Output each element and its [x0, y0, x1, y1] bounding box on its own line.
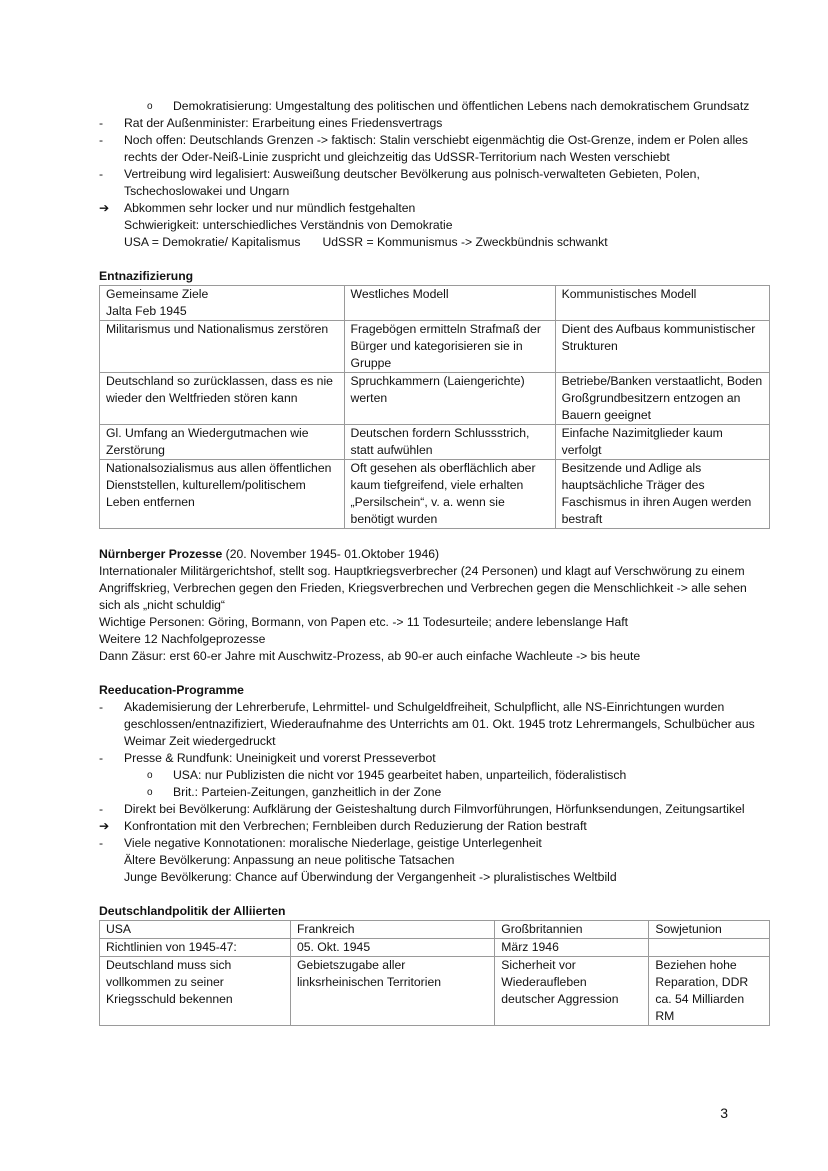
table-cell: USA [100, 921, 291, 939]
list-item: - Noch offen: Deutschlands Grenzen -> faktisch: Stalin verschiebt eigenmächtig die Ost-Grenze, indem er Polen alles rechts der Oder-Neiß-Linie zuspricht und gleichzeitig das UdSSR-Territorium nach Westen verschiebt [99, 133, 749, 164]
circle-bullet-icon: o [147, 770, 153, 781]
table-cell: Spruchkammern (Laiengerichte) werten [344, 373, 555, 425]
paragraph-line: Wichtige Personen: Göring, Bormann, von Papen etc. -> 11 Todesurteile; andere lebenslange Haft [99, 615, 629, 629]
table-cell [649, 939, 770, 957]
section-dates: (20. November 1945- 01.Oktober 1946) [222, 547, 440, 561]
table-cell: Besitzende und Adlige als hauptsächliche Träger des Faschismus in ihren Augen werden bestraft [555, 460, 769, 529]
dash-bullet-icon: - [99, 116, 104, 130]
list-item: ➔ Abkommen sehr locker und nur mündlich festgehalten [99, 201, 416, 215]
list-item: ➔ Konfrontation mit den Verbrechen; Fernbleiben durch Reduzierung der Ration bestraft [99, 819, 587, 833]
table-cell: Großbritannien [495, 921, 649, 939]
section-title-line [99, 546, 770, 563]
table-row [100, 321, 770, 373]
arrow-bullet-icon: ➔ [99, 819, 110, 833]
deutschlandpolitik-table [99, 920, 770, 1026]
table-cell: März 1946 [495, 939, 649, 957]
table-cell: Deutschland muss sich vollkommen zu seiner Kriegsschuld bekennen [100, 957, 291, 1026]
table-cell: Deutschland so zurücklassen, dass es nie wieder den Weltfrieden stören kann [100, 373, 345, 425]
table-cell: Gl. Umfang an Wiedergutmachen wie Zerstörung [100, 425, 345, 460]
table-cell: Gebietszugabe aller linksrheinischen Territorien [290, 957, 494, 1026]
table-cell: Sicherheit vor Wiederaufleben deutscher Aggression [495, 957, 649, 1026]
table-cell: Fragebögen ermitteln Strafmaß der Bürger und kategorisieren sie in Gruppe [344, 321, 555, 373]
section-reeducation [99, 682, 770, 886]
arrow-bullet-icon: ➔ [99, 201, 110, 215]
section-entnazifizierung [99, 268, 770, 529]
dash-bullet-icon: - [99, 802, 104, 816]
section-nuernberger-prozesse [99, 546, 770, 665]
table-cell: Beziehen hohe Reparation, DDR ca. 54 Milliarden RM [649, 957, 770, 1026]
table-header-row [100, 286, 770, 321]
list-item: - Rat der Außenminister: Erarbeitung eines Friedensvertrags [99, 116, 443, 130]
table-cell: Deutschen fordern Schlussstrich, statt aufwühlen [344, 425, 555, 460]
list-item-continuation: Junge Bevölkerung: Chance auf Überwindung der Vergangenheit -> pluralistisches Weltbild [124, 870, 617, 884]
table-cell: Militarismus und Nationalismus zerstören [100, 321, 345, 373]
section-deutschlandpolitik [99, 903, 770, 1026]
circle-bullet-icon: o [147, 101, 153, 112]
table-cell: Kommunistisches Modell [555, 286, 769, 321]
table-row [100, 425, 770, 460]
table-row [100, 939, 770, 957]
table-cell: Sowjetunion [649, 921, 770, 939]
section-heading: Reeducation-Programme [99, 683, 244, 697]
list-item: o Demokratisierung: Umgestaltung des politischen und öffentlichen Lebens nach demokratischem Grundsatz [147, 99, 750, 113]
page-number: 3 [720, 1105, 728, 1121]
list-item-continuation: Schwierigkeit: unterschiedliches Verständnis von Demokratie [124, 218, 453, 232]
dash-bullet-icon: - [99, 751, 104, 765]
dash-bullet-icon: - [99, 700, 104, 714]
list-item-continuation: USA = Demokratie/ Kapitalismus UdSSR = Kommunismus -> Zweckbündnis schwankt [124, 235, 608, 249]
table-row [100, 460, 770, 529]
table-cell: Gemeinsame Ziele Jalta Feb 1945 [100, 286, 345, 321]
table-cell: Richtlinien von 1945-47: [100, 939, 291, 957]
paragraph-line: Weitere 12 Nachfolgeprozesse [99, 632, 266, 646]
dash-bullet-icon: - [99, 836, 104, 850]
table-cell: Betriebe/Banken verstaatlicht, Boden Großgrundbesitzern entzogen an Bauern geeignet [555, 373, 769, 425]
table-cell: Oft gesehen als oberflächlich aber kaum tiefgreifend, viele erhalten „Persilschein“, v. a. wenn sie benötigt wurden [344, 460, 555, 529]
list-item-continuation: Ältere Bevölkerung: Anpassung an neue politische Tatsachen [124, 853, 455, 867]
intro-list [99, 98, 770, 251]
list-item: - Direkt bei Bevölkerung: Aufklärung der Geisteshaltung durch Filmvorführungen, Hörfunksendungen, Zeitungsartikel [99, 802, 745, 816]
list-item: o USA: nur Publizisten die nicht vor 1945 gearbeitet haben, unparteilich, föderalistisch [147, 768, 627, 782]
list-item: - Viele negative Konnotationen: moralische Niederlage, geistige Unterlegenheit [99, 836, 542, 850]
list-item: - Vertreibung wird legalisiert: Ausweißung deutscher Bevölkerung aus polnisch-verwalteten Gebieten, Polen, Tschechoslowakei und Ungarn [99, 167, 700, 198]
section-heading: Nürnberger Prozesse [99, 547, 223, 561]
list-item: - Akademisierung der Lehrerberufe, Lehrmittel- und Schulgeldfreiheit, Schulpflicht, alle NS-Einrichtungen wurden geschlossen/entnazifiziert, Wiederaufnahme des Unterrichts am 01. Okt. 1945 trotz Lehrermangels, Schulbücher aus Weimar Zeit wiedergedruckt [99, 700, 755, 748]
table-cell: Westliches Modell [344, 286, 555, 321]
table-cell: Nationalsozialismus aus allen öffentlichen Dienststellen, kulturellem/politischem Leben entfernen [100, 460, 345, 529]
circle-bullet-icon: o [147, 787, 153, 798]
list-item: o Brit.: Parteien-Zeitungen, ganzheitlich in der Zone [147, 785, 442, 799]
section-heading: Entnazifizierung [99, 269, 194, 283]
section-heading: Deutschlandpolitik der Alliierten [99, 904, 286, 918]
table-cell: Einfache Nazimitglieder kaum verfolgt [555, 425, 769, 460]
table-row [100, 957, 770, 1026]
paragraph-line: Dann Zäsur: erst 60-er Jahre mit Auschwitz-Prozess, ab 90-er auch einfache Wachleute -> bis heute [99, 649, 641, 663]
paragraph-line: Internationaler Militärgerichtshof, stellt sog. Hauptkriegsverbrecher (24 Personen) und klagt auf Verschwörung zu einem Angriffskrieg, Verbrechen gegen den Frieden, Kriegsverbrechen und Verbrechen gegen die Menschlichkeit -> alle sehen sich als „nicht schuldig“ [99, 564, 747, 612]
table-row [100, 373, 770, 425]
table-cell: 05. Okt. 1945 [290, 939, 494, 957]
entnazifizierung-table [99, 285, 770, 529]
table-cell: Frankreich [290, 921, 494, 939]
table-cell: Dient des Aufbaus kommunistischer Strukturen [555, 321, 769, 373]
list-item: - Presse & Rundfunk: Uneinigkeit und vorerst Presseverbot [99, 751, 436, 765]
dash-bullet-icon: - [99, 133, 104, 147]
dash-bullet-icon: - [99, 167, 104, 181]
table-header-row [100, 921, 770, 939]
